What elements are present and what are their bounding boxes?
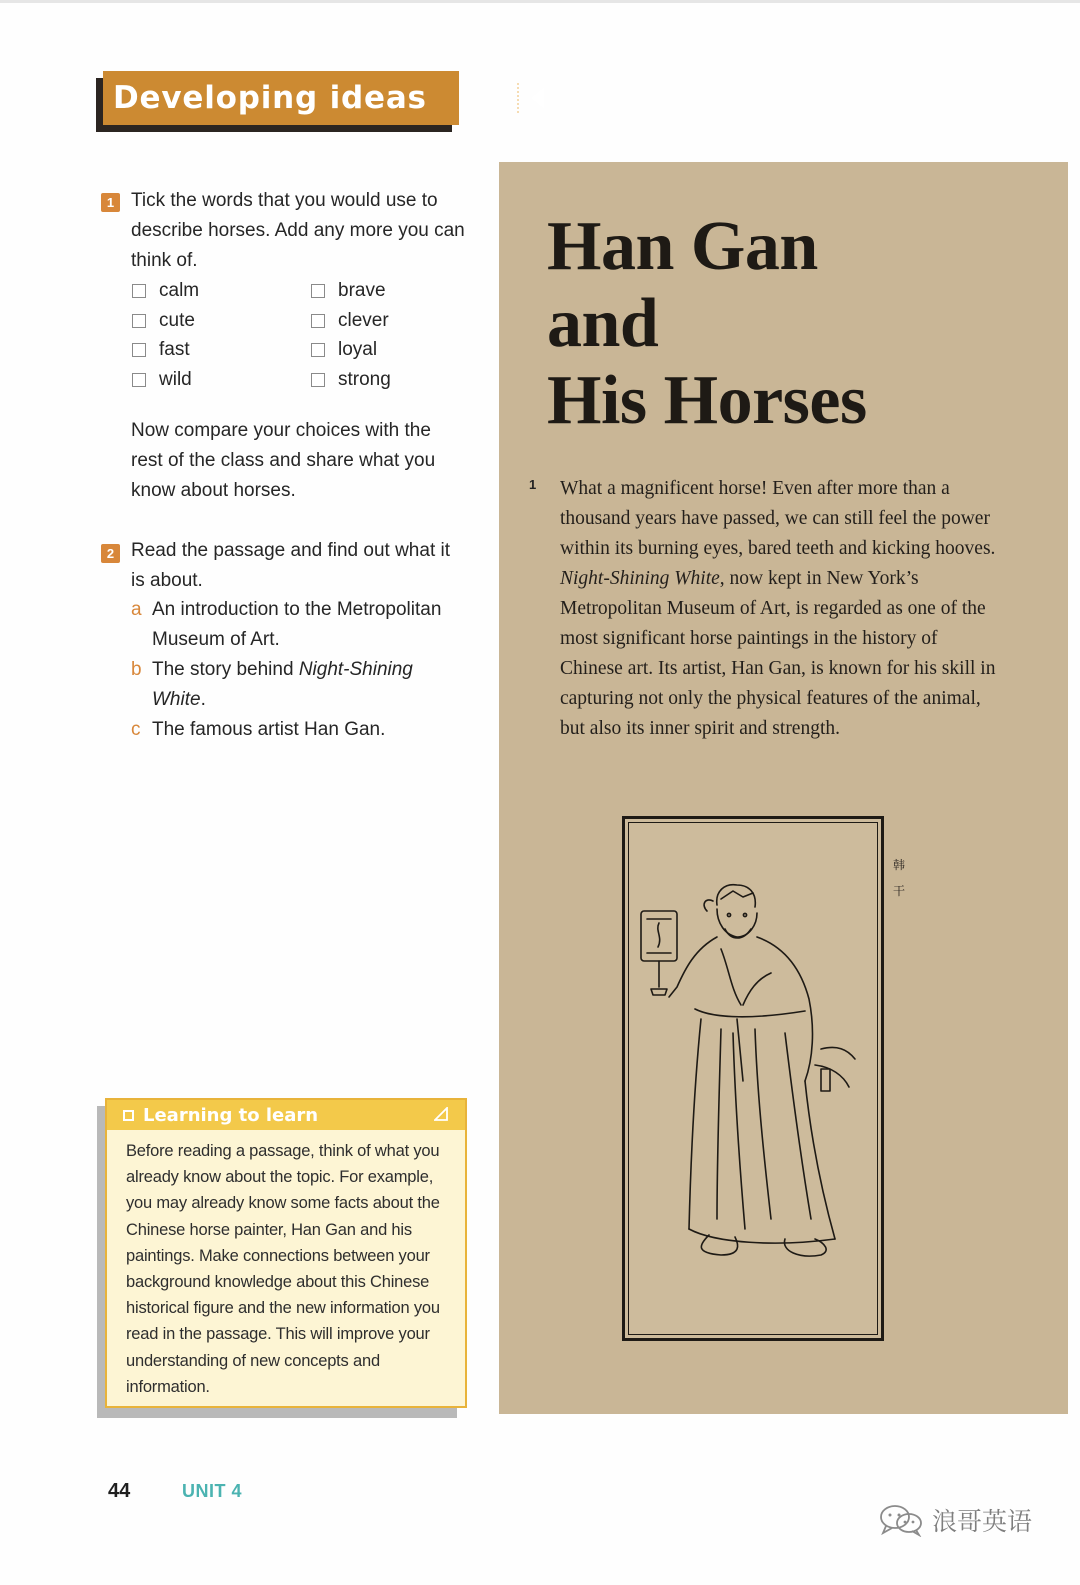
option-calm[interactable]: calm bbox=[132, 276, 199, 306]
watermark-text: 浪哥英语 bbox=[932, 1507, 1033, 1536]
square-icon bbox=[123, 1110, 134, 1121]
corner-triangle-icon bbox=[434, 1107, 448, 1121]
chat-bubble-icon bbox=[878, 1503, 924, 1537]
learning-box-title: Learning to learn bbox=[143, 1104, 319, 1126]
watermark bbox=[878, 1502, 1032, 1538]
activity-2-number: 2 bbox=[101, 544, 120, 563]
option-cute[interactable]: cute bbox=[132, 306, 195, 336]
arrow-left-icon bbox=[531, 87, 544, 109]
activity-1-followup: Now compare your choices with the rest of the class and share what you know about horses. bbox=[131, 420, 436, 501]
checkbox-icon[interactable] bbox=[311, 284, 325, 298]
learning-box bbox=[105, 1098, 467, 1408]
top-rule bbox=[0, 0, 1080, 3]
activity-1-number: 1 bbox=[101, 193, 120, 212]
option-clever[interactable]: clever bbox=[311, 306, 389, 336]
figure-illustration bbox=[625, 819, 881, 1338]
checkbox-icon[interactable] bbox=[311, 314, 325, 328]
activity-2-instruction: Read the passage and find out what it is about. bbox=[131, 540, 451, 591]
section-banner bbox=[103, 71, 459, 125]
option-brave[interactable]: brave bbox=[311, 276, 386, 306]
banner-divider bbox=[517, 83, 519, 113]
option-loyal[interactable]: loyal bbox=[311, 335, 377, 365]
reading-panel bbox=[499, 162, 1068, 1414]
checkbox-icon[interactable] bbox=[132, 373, 146, 387]
checkbox-icon[interactable] bbox=[132, 343, 146, 357]
learning-box-header bbox=[107, 1100, 465, 1130]
word-options bbox=[132, 276, 432, 396]
activity-1-instruction: Tick the words that you would use to describe horses. Add any more you can think of. bbox=[131, 190, 465, 271]
option-c[interactable]: c The famous artist Han Gan. bbox=[131, 719, 386, 740]
checkbox-icon[interactable] bbox=[311, 343, 325, 357]
han-gan-portrait bbox=[622, 816, 884, 1341]
section-title: Developing ideas bbox=[113, 80, 427, 116]
option-fast[interactable]: fast bbox=[132, 335, 190, 365]
option-strong[interactable]: strong bbox=[311, 365, 391, 395]
reading-title: Han Gan and His Horses bbox=[547, 208, 867, 439]
reading-paragraph: What a magnificent horse! Even after more than a thousand years have passed, we can still feel the power within its burning eyes, bared teeth and kicking hooves. Night-Shining White, now kept in New York’s Metropolitan Museum of Art, is regarded as one of the most significant horse paintings in the history of Chinese art. Its artist, Han Gan, is known for his skill in capturing not only the physical features of the animal, but also its inner spirit and strength. bbox=[560, 478, 996, 739]
seal-inscription: 韩 干 bbox=[892, 858, 905, 898]
checkbox-icon[interactable] bbox=[132, 284, 146, 298]
checkbox-icon[interactable] bbox=[132, 314, 146, 328]
option-wild[interactable]: wild bbox=[132, 365, 192, 395]
option-a[interactable]: a An introduction to the Metropolitan Museum of Art. bbox=[131, 599, 442, 650]
unit-label: UNIT 4 bbox=[182, 1481, 243, 1501]
checkbox-icon[interactable] bbox=[311, 373, 325, 387]
page-number: 44 bbox=[108, 1480, 131, 1502]
activity-2-options bbox=[131, 595, 471, 745]
paragraph-number: 1 bbox=[529, 477, 537, 492]
learning-box-text: Before reading a passage, think of what you already know about the topic. For example, you may already know some facts about the Chinese horse painter, Han Gan and his paintings. Make connections between your background knowledge about this Chinese historical figure and the new information you read in the passage. This will improve your understanding of new concepts and information. bbox=[126, 1142, 440, 1396]
option-b[interactable]: b The story behind Night-Shining White. bbox=[131, 659, 413, 710]
